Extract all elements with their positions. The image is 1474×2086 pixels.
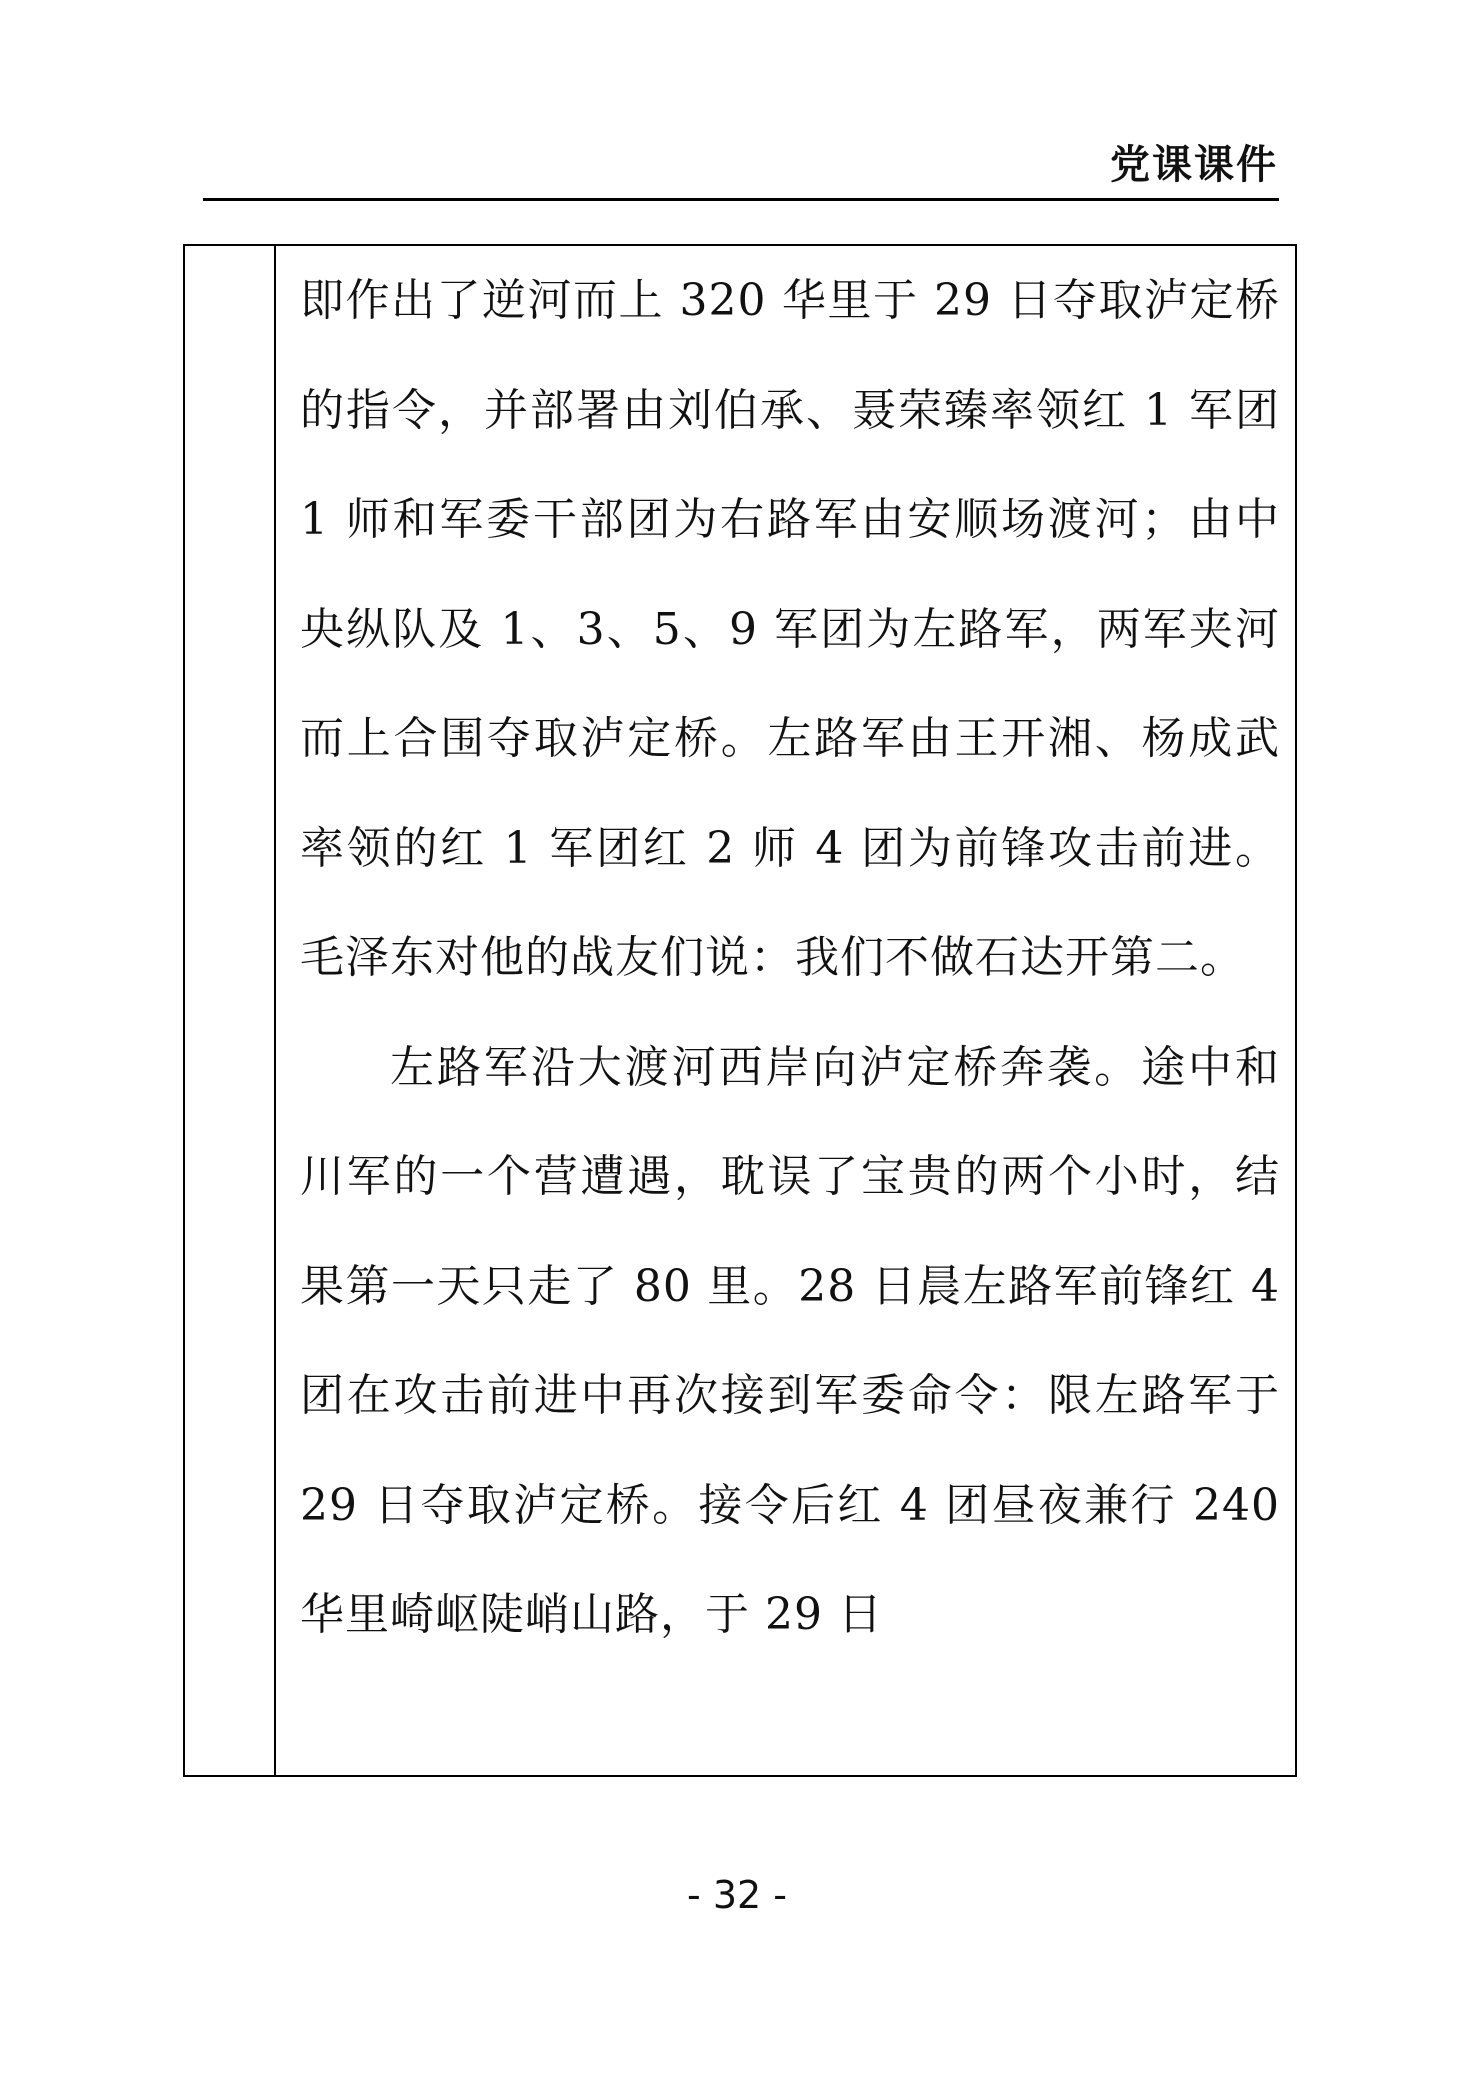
table-column-divider (274, 246, 276, 1775)
header-rule (203, 198, 1279, 201)
content-table (183, 244, 1297, 1777)
paragraph-2: 左路军沿大渡河西岸向泸定桥奔袭。途中和川军的一个营遭遇，耽误了宝贵的两个小时，结果第一天只走了 80 里。28 日晨左路军前锋红 4 团在攻击前进中再次接到军委命令：限左路军于 29 日夺取泸定桥。接令后红 4 团昼夜兼行 240 华里崎岖陡峭山路，于 29 日 (300, 1041, 1280, 1640)
document-header-title: 党课课件 (1110, 142, 1278, 188)
page-number: - 32 - (687, 1873, 787, 1917)
paragraph-1: 即作出了逆河而上 320 华里于 29 日夺取泸定桥的指令，并部署由刘伯承、聂荣臻率领红 1 军团 1 师和军委干部团为右路军由安顺场渡河；由中央纵队及 1、3、5、9 军团为左路军，两军夹河而上合围夺取泸定桥。左路军由王开湘、杨成武率领的红 1 军团红 2 师 4 团为前锋攻击前进。毛泽东对他的战友们说：我们不做石达开第二。 (300, 275, 1280, 983)
text-cell (300, 246, 1280, 1670)
